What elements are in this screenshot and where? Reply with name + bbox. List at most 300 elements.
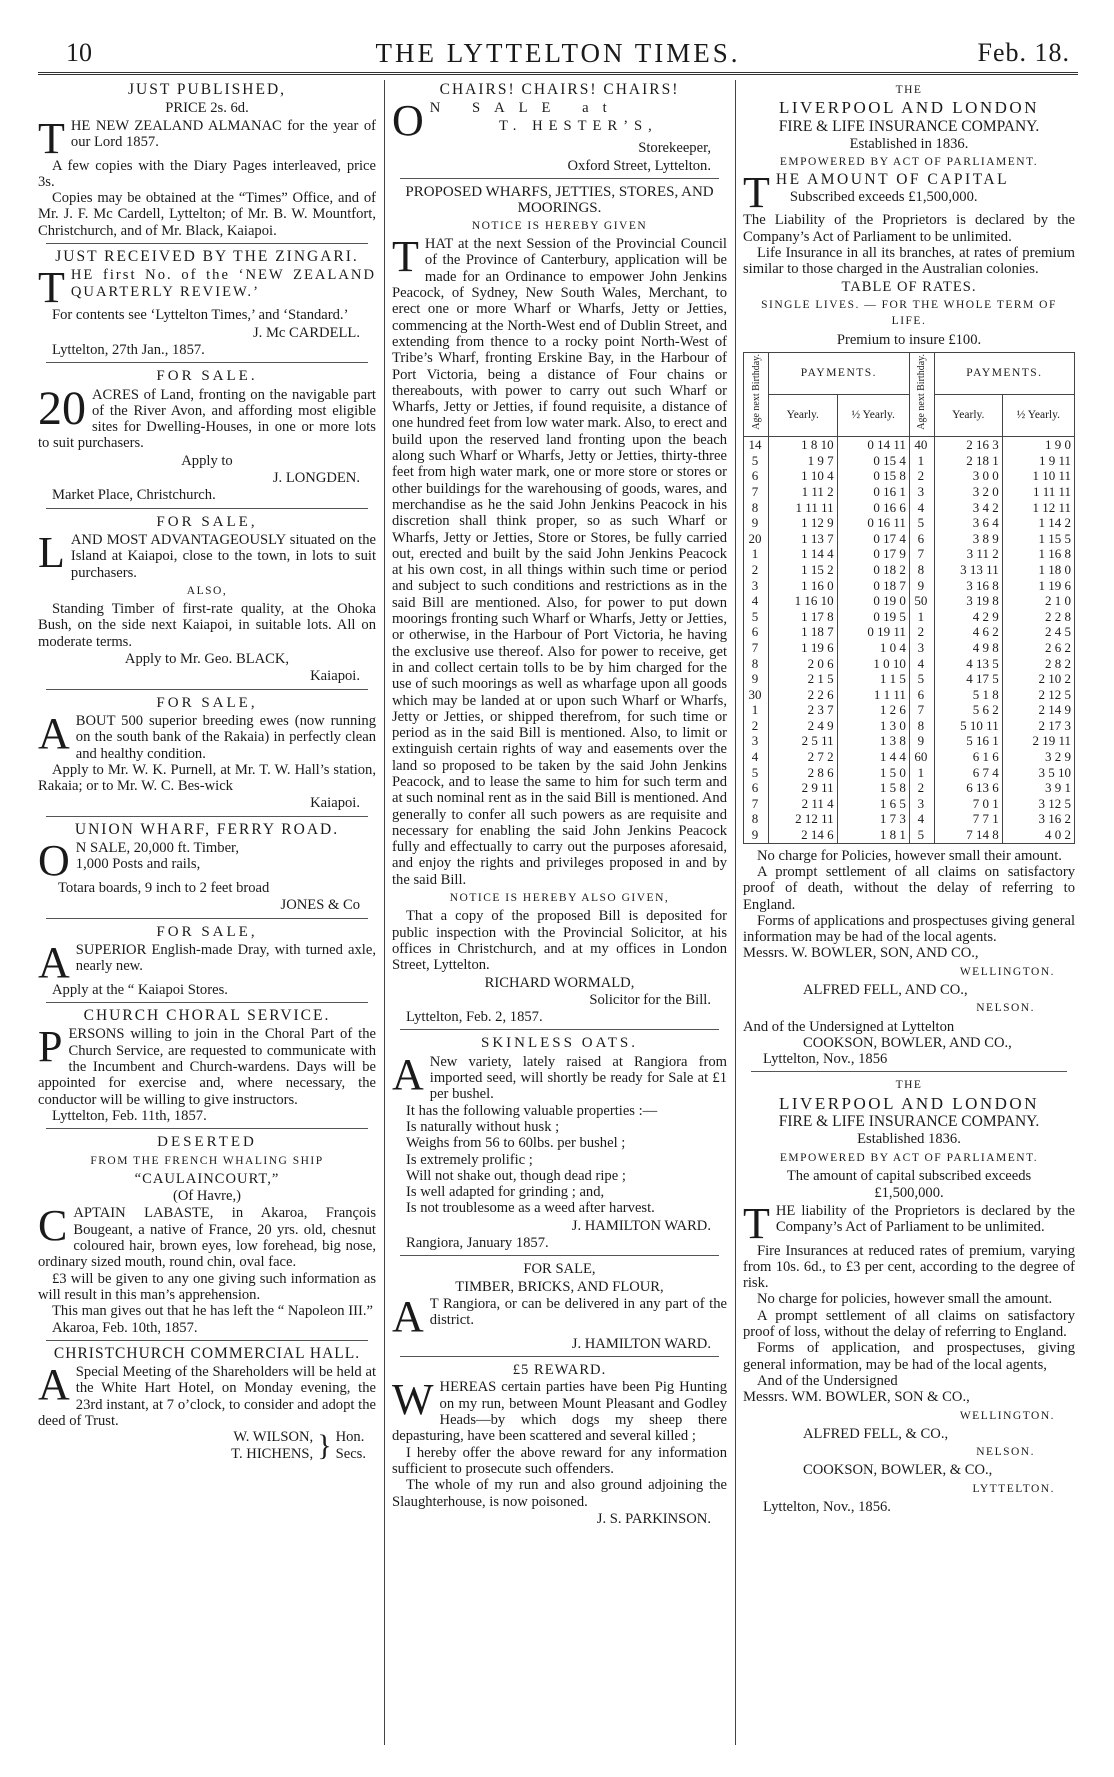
table-cell: 8	[909, 562, 934, 578]
ad-title: JUST RECEIVED BY THE ZINGARI.	[55, 248, 359, 266]
table-cell: 7	[909, 702, 934, 718]
table-title: TABLE OF RATES.	[841, 278, 977, 295]
table-cell: 1 15 5	[1002, 531, 1074, 547]
ad-title: FOR SALE,	[156, 923, 258, 940]
ad-body: For contents see ‘Lyttelton Times,’ and ‘Standard.’	[52, 307, 349, 324]
table-cell: 1 19 6	[769, 640, 838, 656]
divider	[400, 178, 719, 179]
table-row	[744, 671, 1075, 687]
ad-title: CHURCH CHORAL SERVICE.	[83, 1007, 331, 1025]
table-cell: 2 2 8	[1002, 609, 1074, 625]
ad-signature: J. LONGDEN.	[272, 470, 360, 487]
ad-signature: J. S. PARKINSON.	[596, 1510, 711, 1527]
table-cell: 2 19 11	[1002, 733, 1074, 749]
table-row	[744, 765, 1075, 781]
table-cell: 3 11 2	[934, 546, 1002, 562]
ad-pretitle: THE	[895, 84, 923, 96]
ad-body: HE NEW ZEALAND ALMANAC for the year of our Lord 1857.	[70, 117, 376, 150]
ad-title: FOR SALE.	[156, 368, 258, 385]
ad-body: HEREAS certain parties have been Pig Hunting on my run, between Mount Pleasant and Godley Heads—by which dogs my sheep there depasturing, have been scattered and several killed ;	[392, 1379, 727, 1445]
column-divider	[384, 80, 385, 1745]
table-row	[744, 453, 1075, 469]
table-row	[744, 578, 1075, 594]
table-header: Age next Birthday.	[916, 353, 928, 430]
drop-cap: T	[743, 168, 770, 218]
table-cell: 3 16 2	[1002, 811, 1074, 827]
table-cell: 1	[909, 765, 934, 781]
table-cell: 7 0 1	[934, 796, 1002, 812]
ad-body: The Liability of the Proprietors is declared by the Company’s Act of Parliament to be unlimited.	[743, 212, 1075, 245]
table-cell: 0 15 8	[837, 468, 909, 484]
table-header: Age next Birthday.	[750, 353, 762, 430]
table-cell: 0 19 5	[837, 609, 909, 625]
table-cell: 2	[744, 562, 769, 578]
signature-role: Secs.	[335, 1445, 366, 1462]
table-cell: 1 10 4	[769, 468, 838, 484]
table-cell: 3 12 5	[1002, 796, 1074, 812]
drop-cap: O	[38, 835, 70, 885]
ad-body: AND MOST ADVANTAGEOUSLY situated on the Island at Kaiapoi, close to the town, in lots to suit purchasers.	[70, 531, 376, 581]
table-cell: 2 1 5	[769, 671, 838, 687]
table-row	[744, 749, 1075, 765]
table-cell: 3	[744, 733, 769, 749]
table-cell: 1 18 0	[1002, 562, 1074, 578]
table-row	[744, 687, 1075, 703]
header-rule	[38, 72, 1078, 75]
table-cell: 1 0 10	[837, 656, 909, 672]
ad-body: A few copies with the Diary Pages interleaved, price 3s.	[38, 157, 376, 190]
ad-acres-for-sale	[38, 368, 376, 503]
table-cell: 40	[909, 437, 934, 453]
table-cell: 1 9 0	[1002, 437, 1074, 453]
table-cell: 3 13 11	[934, 562, 1002, 578]
table-cell: 6	[909, 531, 934, 547]
ad-proposed-wharfs	[392, 184, 727, 1026]
ad-date: Lyttelton, Nov., 1856.	[763, 1499, 891, 1516]
brace: }	[317, 1428, 332, 1462]
table-cell: 5	[909, 515, 934, 531]
ad-place: Kaiapoi.	[310, 795, 360, 812]
table-cell: 1 5 0	[837, 765, 909, 781]
agent-name: Messrs. WM. BOWLER, SON & CO.,	[743, 1389, 970, 1406]
table-header: ½ Yearly.	[837, 395, 909, 437]
table-cell: 3 8 9	[934, 531, 1002, 547]
ad-price: PRICE 2s. 6d.	[165, 100, 249, 117]
ad-body: New variety, lately raised at Rangiora from imported seed, will shortly be ready for Sale at £1 per bushel.	[429, 1053, 727, 1103]
list-item: Is well adapted for grinding ; and,	[406, 1184, 605, 1201]
agent-place: WELLINGTON.	[959, 965, 1055, 978]
table-row	[744, 796, 1075, 812]
divider	[400, 1029, 719, 1030]
table-header: Yearly.	[934, 395, 1002, 437]
table-row	[744, 624, 1075, 640]
table-cell: 2 17 3	[1002, 718, 1074, 734]
ad-body: BOUT 500 superior breeding ewes (now running on the south bank of the Rakaia) in perfectly clean and healthy condition.	[75, 712, 376, 762]
drop-cap: T	[392, 232, 419, 282]
ad-body: SUPERIOR English-made Dray, with turned axle, nearly new.	[75, 941, 376, 975]
rates-table	[743, 352, 1075, 844]
table-cell: 5 6 2	[934, 702, 1002, 718]
ad-title: CHRISTCHURCH COMMERCIAL HALL.	[53, 1344, 361, 1362]
table-cell: 2 4 5	[1002, 624, 1074, 640]
table-cell: 14	[744, 437, 769, 453]
ad-body: It has the following valuable properties :—	[406, 1102, 658, 1119]
ad-title: TIMBER, BRICKS, AND FLOUR,	[455, 1278, 664, 1295]
table-cell: 1 16 10	[769, 593, 838, 609]
ad-body: T Rangiora, or can be delivered in any part of the district.	[429, 1295, 727, 1329]
table-cell: 1 2 6	[837, 702, 909, 718]
table-cell: 0 14 11	[837, 437, 909, 453]
table-cell: 7	[744, 640, 769, 656]
table-row	[744, 546, 1075, 562]
table-cell: 2 12 5	[1002, 687, 1074, 703]
ad-body: The whole of my run and also ground adjoining the Slaughterhouse, is now poisoned.	[392, 1477, 727, 1510]
table-cell: 9	[744, 671, 769, 687]
divider	[46, 689, 368, 690]
table-cell: 3 19 8	[934, 593, 1002, 609]
drop-cap: A	[38, 708, 70, 758]
ad-date: Lyttelton, Nov., 1856	[763, 1051, 888, 1068]
table-row	[744, 718, 1075, 734]
ad-body: Forms of application, and prospectuses, giving general information, may be had of the local agents,	[743, 1340, 1075, 1373]
table-cell: 1	[909, 453, 934, 469]
table-cell: 3 9 1	[1002, 780, 1074, 796]
drop-cap: W	[392, 1375, 434, 1425]
ad-body: APTAIN LABASTE, in Akaroa, François Bougeant, a native of France, 20 yrs. old, chesnut coloured hair, brown eyes, low forehead, big nose, ordinary sized mouth, round chin, oval face.	[38, 1205, 376, 1271]
table-cell: 20	[744, 531, 769, 547]
table-cell: 0 17 4	[837, 531, 909, 547]
ad-deserted	[38, 1134, 376, 1336]
table-cell: 4	[744, 593, 769, 609]
table-cell: 2 3 7	[769, 702, 838, 718]
table-cell: 7 14 8	[934, 827, 1002, 843]
ad-union-wharf	[38, 822, 376, 914]
table-row	[744, 484, 1075, 500]
signature-name: W. WILSON,	[233, 1429, 314, 1446]
table-cell: 5	[744, 453, 769, 469]
table-cell: 2 18 1	[934, 453, 1002, 469]
table-cell: 0 16 6	[837, 500, 909, 516]
table-cell: 2 8 2	[1002, 656, 1074, 672]
table-cell: 4	[744, 749, 769, 765]
table-cell: 0 16 11	[837, 515, 909, 531]
ad-apply: Apply to	[181, 452, 233, 469]
table-cell: 50	[909, 593, 934, 609]
table-cell: 8	[909, 718, 934, 734]
masthead	[38, 38, 1078, 76]
table-cell: 2 0 6	[769, 656, 838, 672]
table-row	[744, 515, 1075, 531]
ad-title: SKINLESS OATS.	[480, 1035, 639, 1052]
table-cell: 1 6 5	[837, 796, 909, 812]
table-row	[744, 593, 1075, 609]
agent-place: LYTTELTON.	[972, 1482, 1055, 1495]
table-cell: 2 7 2	[769, 749, 838, 765]
ad-body: HE AMOUNT OF CAPITAL	[775, 171, 1010, 189]
table-cell: 1 9 11	[1002, 453, 1074, 469]
drop-cap: L	[38, 527, 65, 577]
table-cell: 1	[744, 546, 769, 562]
signature-name: T. HICHENS,	[231, 1445, 314, 1462]
table-header: PAYMENTS.	[934, 352, 1074, 394]
table-header: PAYMENTS.	[769, 352, 910, 394]
ad-body: Life Insurance in all its branches, at rates of premium similar to those charged in the Australian colonies.	[743, 245, 1075, 278]
table-cell: 3 6 4	[934, 515, 1002, 531]
table-cell: 4 17 5	[934, 671, 1002, 687]
table-cell: 0 16 1	[837, 484, 909, 500]
table-cell: 9	[909, 578, 934, 594]
ad-date: Rangiora, January 1857.	[406, 1235, 549, 1251]
ad-body: No charge for policies, however small the amount.	[757, 1291, 1053, 1308]
ad-date: Akaroa, Feb. 10th, 1857.	[52, 1319, 198, 1336]
ad-body: That a copy of the proposed Bill is deposited for public inspection with the Provincial Solicitor, at his offices in Christchurch, and at my offices in London Street, Lyttelton.	[392, 908, 727, 974]
ad-line: 1,000 Posts and rails,	[75, 856, 201, 873]
ad-title: FIRE & LIFE INSURANCE COMPANY.	[778, 117, 1040, 135]
ad-date: Lyttelton, 27th Jan., 1857.	[52, 341, 205, 358]
ad-body: Special Meeting of the Shareholders will be held at the White Hart Hotel, on Monday evening, the 23rd instant, at 7 o’clock, to consider and adopt the deed of Trust.	[38, 1364, 376, 1429]
ad-title: JUST PUBLISHED,	[127, 81, 287, 98]
table-cell: 1 11 2	[769, 484, 838, 500]
column-right	[743, 80, 1075, 1519]
table-cell: 1 13 7	[769, 531, 838, 547]
ad-act: EMPOWERED BY ACT OF PARLIAMENT.	[779, 156, 1039, 169]
table-cell: 7 7 1	[934, 811, 1002, 827]
ad-body: Copies may be obtained at the “Times” Office, and of Mr. J. F. Mc Cardell, Lyttelton; of Mr. B. W. Mountfort, Christchurch, and of Mr. Black, Kaiapoi.	[38, 190, 376, 239]
table-cell: 4 9 8	[934, 640, 1002, 656]
divider	[46, 362, 368, 363]
table-cell: 2 10 2	[1002, 671, 1074, 687]
table-row	[744, 531, 1075, 547]
list-item: Is naturally without husk ;	[406, 1118, 560, 1135]
issue-date: Feb. 18.	[977, 38, 1070, 67]
table-row	[744, 500, 1075, 516]
table-cell: 1 16 8	[1002, 546, 1074, 562]
table-cell: 0 19 0	[837, 593, 909, 609]
table-cell: 0 19 11	[837, 624, 909, 640]
divider	[46, 1002, 368, 1003]
ad-chairs	[392, 82, 727, 174]
ad-pretitle: THE	[895, 1079, 923, 1092]
ad-line: Storekeeper,	[638, 140, 711, 157]
table-header: ½ Yearly.	[1002, 395, 1074, 437]
table-cell: 1 7 3	[837, 811, 909, 827]
list-item: Is extremely prolific ;	[406, 1151, 533, 1168]
ad-body: And of the Undersigned at Lyttelton	[743, 1018, 955, 1035]
table-row	[744, 562, 1075, 578]
ad-body: Standing Timber of first-rate quality, at the Ohoka Bush, on the side next Kaiapoi, in suitable lots. All on moderate terms.	[38, 601, 376, 650]
table-row	[744, 640, 1075, 656]
table-cell: 3 2 9	[1002, 749, 1074, 765]
table-cell: 2 11 4	[769, 796, 838, 812]
ad-line: N SALE at	[429, 100, 621, 117]
table-cell: 7	[909, 546, 934, 562]
table-cell: 1 19 6	[1002, 578, 1074, 594]
table-cell: 1 18 7	[769, 624, 838, 640]
ad-body: Fire Insurances at reduced rates of premium, varying from 10s. 6d., to £3 per cent, according to the degree of risk.	[743, 1242, 1075, 1292]
drop-cap: A	[38, 937, 70, 987]
divider	[46, 1128, 368, 1129]
agent-name: ALFRED FELL, AND CO.,	[803, 982, 968, 998]
drop-cap: T	[743, 1198, 770, 1248]
ad-body: A prompt settlement of all claims on satisfactory proof of death, without the delay of referring to England.	[743, 863, 1075, 913]
ad-title: DESERTED	[157, 1134, 257, 1151]
drop-cap: T	[38, 113, 65, 163]
table-cell: 3	[909, 484, 934, 500]
ad-life-insurance	[743, 82, 1075, 1067]
ad-apply: Apply to Mr. Geo. BLACK,	[124, 651, 290, 668]
ad-line: Totara boards, 9 inch to 2 feet broad	[58, 879, 270, 896]
table-cell: 6 13 6	[934, 780, 1002, 796]
column-middle	[392, 80, 727, 1531]
table-premium: Premium to insure £100.	[836, 331, 982, 348]
ad-body: Forms of applications and prospectuses giving general information may be had of the local agents.	[743, 912, 1075, 946]
ad-body: Apply to Mr. W. K. Purnell, at Mr. T. W. Hall’s station, Rakaia; or to Mr. W. C. Bes-wick	[38, 761, 376, 795]
table-cell: 1 8 10	[769, 437, 838, 453]
drop-cap: 20	[38, 381, 86, 435]
ad-signature: JONES & Co	[280, 897, 360, 914]
table-row	[744, 656, 1075, 672]
drop-cap: C	[38, 1201, 68, 1251]
agent-place: NELSON.	[976, 1002, 1035, 1015]
table-row	[744, 811, 1075, 827]
ad-title: FOR SALE,	[523, 1261, 596, 1278]
table-cell: 3 16 8	[934, 578, 1002, 594]
table-cell: 1 0 4	[837, 640, 909, 656]
table-cell: 1 3 8	[837, 733, 909, 749]
table-cell: 3 4 2	[934, 500, 1002, 516]
table-cell: 1 11 11	[769, 500, 838, 516]
ship-name: “CAULAINCOURT,”	[134, 1170, 280, 1187]
table-row	[744, 702, 1075, 718]
table-header: Yearly.	[769, 395, 838, 437]
table-cell: 2	[744, 718, 769, 734]
table-cell: 5	[744, 765, 769, 781]
list-item: Weighs from 56 to 60lbs. per bushel ;	[406, 1135, 626, 1152]
table-cell: 2 12 11	[769, 811, 838, 827]
table-row	[744, 468, 1075, 484]
table-cell: 5 1 8	[934, 687, 1002, 703]
table-cell: 1 1 5	[837, 671, 909, 687]
table-cell: 6	[744, 780, 769, 796]
table-cell: 2 8 6	[769, 765, 838, 781]
table-cell: 4 13 5	[934, 656, 1002, 672]
ad-notice: NOTICE IS HEREBY GIVEN	[471, 219, 648, 232]
table-cell: 5 10 11	[934, 718, 1002, 734]
ad-land-for-sale	[38, 514, 376, 685]
table-cell: 6	[909, 687, 934, 703]
ad-body: Apply at the “ Kaiapoi Stores.	[52, 981, 228, 998]
table-cell: 1 17 8	[769, 609, 838, 625]
divider	[751, 1071, 1067, 1072]
divider	[46, 918, 368, 919]
divider	[400, 1356, 719, 1357]
agent-name: Messrs. W. BOWLER, SON, AND CO.,	[743, 945, 979, 962]
ad-dray-for-sale	[38, 924, 376, 999]
drop-cap: O	[392, 96, 424, 146]
ad-signature: J. HAMILTON WARD.	[571, 1335, 711, 1352]
ad-also: ALSO,	[186, 584, 228, 597]
ad-commercial-hall	[38, 1346, 376, 1462]
signature-role: Hon.	[335, 1429, 365, 1446]
table-cell: 9	[744, 515, 769, 531]
ad-title: FOR SALE,	[156, 694, 258, 711]
drop-cap: A	[392, 1049, 424, 1099]
table-cell: 3 2 0	[934, 484, 1002, 500]
table-cell: 1 10 11	[1002, 468, 1074, 484]
table-cell: 3 5 10	[1002, 765, 1074, 781]
table-row	[744, 827, 1075, 843]
table-cell: 1 12 11	[1002, 500, 1074, 516]
ad-date: Lyttelton, Feb. 2, 1857.	[406, 1009, 543, 1026]
table-cell: 4	[909, 500, 934, 516]
ad-signature-role: Solicitor for the Bill.	[589, 991, 711, 1008]
drop-cap: A	[38, 1360, 70, 1410]
table-cell: 2 9 11	[769, 780, 838, 796]
divider	[46, 508, 368, 509]
table-cell: 1 4 4	[837, 749, 909, 765]
ad-amount: £1,500,000.	[874, 1185, 944, 1202]
ad-act: EMPOWERED BY ACT OF PARLIAMENT.	[779, 1151, 1039, 1164]
ad-line: N SALE, 20,000 ft. Timber,	[75, 839, 239, 856]
ad-fire-insurance	[743, 1077, 1075, 1515]
ad-reward	[392, 1362, 727, 1527]
table-cell: 8	[744, 811, 769, 827]
ad-body: No charge for Policies, however small their amount.	[757, 847, 1062, 864]
ad-body: This man gives out that he has left the “ Napoleon III.”	[52, 1303, 373, 1320]
ad-title: LIVERPOOL AND LONDON	[779, 1093, 1039, 1113]
ad-signature: J. HAMILTON WARD.	[571, 1217, 711, 1234]
table-cell: 4	[909, 656, 934, 672]
table-subtitle: SINGLE LIVES. — FOR THE WHOLE TERM OF LIFE.	[761, 298, 1057, 328]
ad-skinless-oats	[392, 1035, 727, 1251]
table-cell: 5	[744, 609, 769, 625]
table-cell: 3 0 0	[934, 468, 1002, 484]
table-cell: 8	[744, 500, 769, 516]
ad-body: HE liability of the Proprietors is declared by the Company’s Act of Parliament to be unlimited.	[775, 1202, 1075, 1235]
ad-body: ACRES of Land, fronting on the navigable part of the River Avon, and affording most eligible sites for Dwelling-Houses, in one or more lots to suit purchasers.	[38, 386, 376, 452]
table-cell: 6 1 6	[934, 749, 1002, 765]
table-row	[744, 609, 1075, 625]
ad-title: LIVERPOOL AND LONDON	[779, 98, 1039, 118]
table-cell: 2 4 9	[769, 718, 838, 734]
table-cell: 1 15 2	[769, 562, 838, 578]
table-cell: 1 9 7	[769, 453, 838, 469]
ad-notice: NOTICE IS HEREBY ALSO GIVEN,	[449, 892, 670, 905]
ad-body: A prompt settlement of all claims on satisfactory proof of loss, without the delay of referring to England.	[743, 1307, 1075, 1341]
table-cell: 2	[909, 468, 934, 484]
ad-signature: J. Mc CARDELL.	[252, 324, 360, 341]
ad-line: Oxford Street, Lyttelton.	[567, 157, 711, 174]
column-left	[38, 80, 376, 1466]
ad-body: I hereby offer the above reward for any information sufficient to prosecute such offenders.	[392, 1444, 727, 1477]
table-cell: 5 16 1	[934, 733, 1002, 749]
table-cell: 1 8 1	[837, 827, 909, 843]
table-cell: 2 2 6	[769, 687, 838, 703]
ad-date: Lyttelton, Feb. 11th, 1857.	[52, 1107, 207, 1124]
ad-place: Market Place, Christchurch.	[52, 487, 216, 504]
table-cell: 1 16 0	[769, 578, 838, 594]
ad-place: Kaiapoi.	[310, 668, 360, 685]
table-cell: 1 5 8	[837, 780, 909, 796]
table-cell: 1	[744, 702, 769, 718]
ad-body: £3 will be given to any one giving such information as will result in this man’s apprehension.	[38, 1270, 376, 1303]
table-cell: 2 1 0	[1002, 593, 1074, 609]
agent-name: ALFRED FELL, & CO.,	[803, 1425, 949, 1442]
table-cell: 4 2 9	[934, 609, 1002, 625]
table-cell: 0 18 2	[837, 562, 909, 578]
ad-title: CHAIRS! CHAIRS! CHAIRS!	[439, 81, 680, 98]
ad-title: FOR SALE,	[156, 513, 258, 530]
